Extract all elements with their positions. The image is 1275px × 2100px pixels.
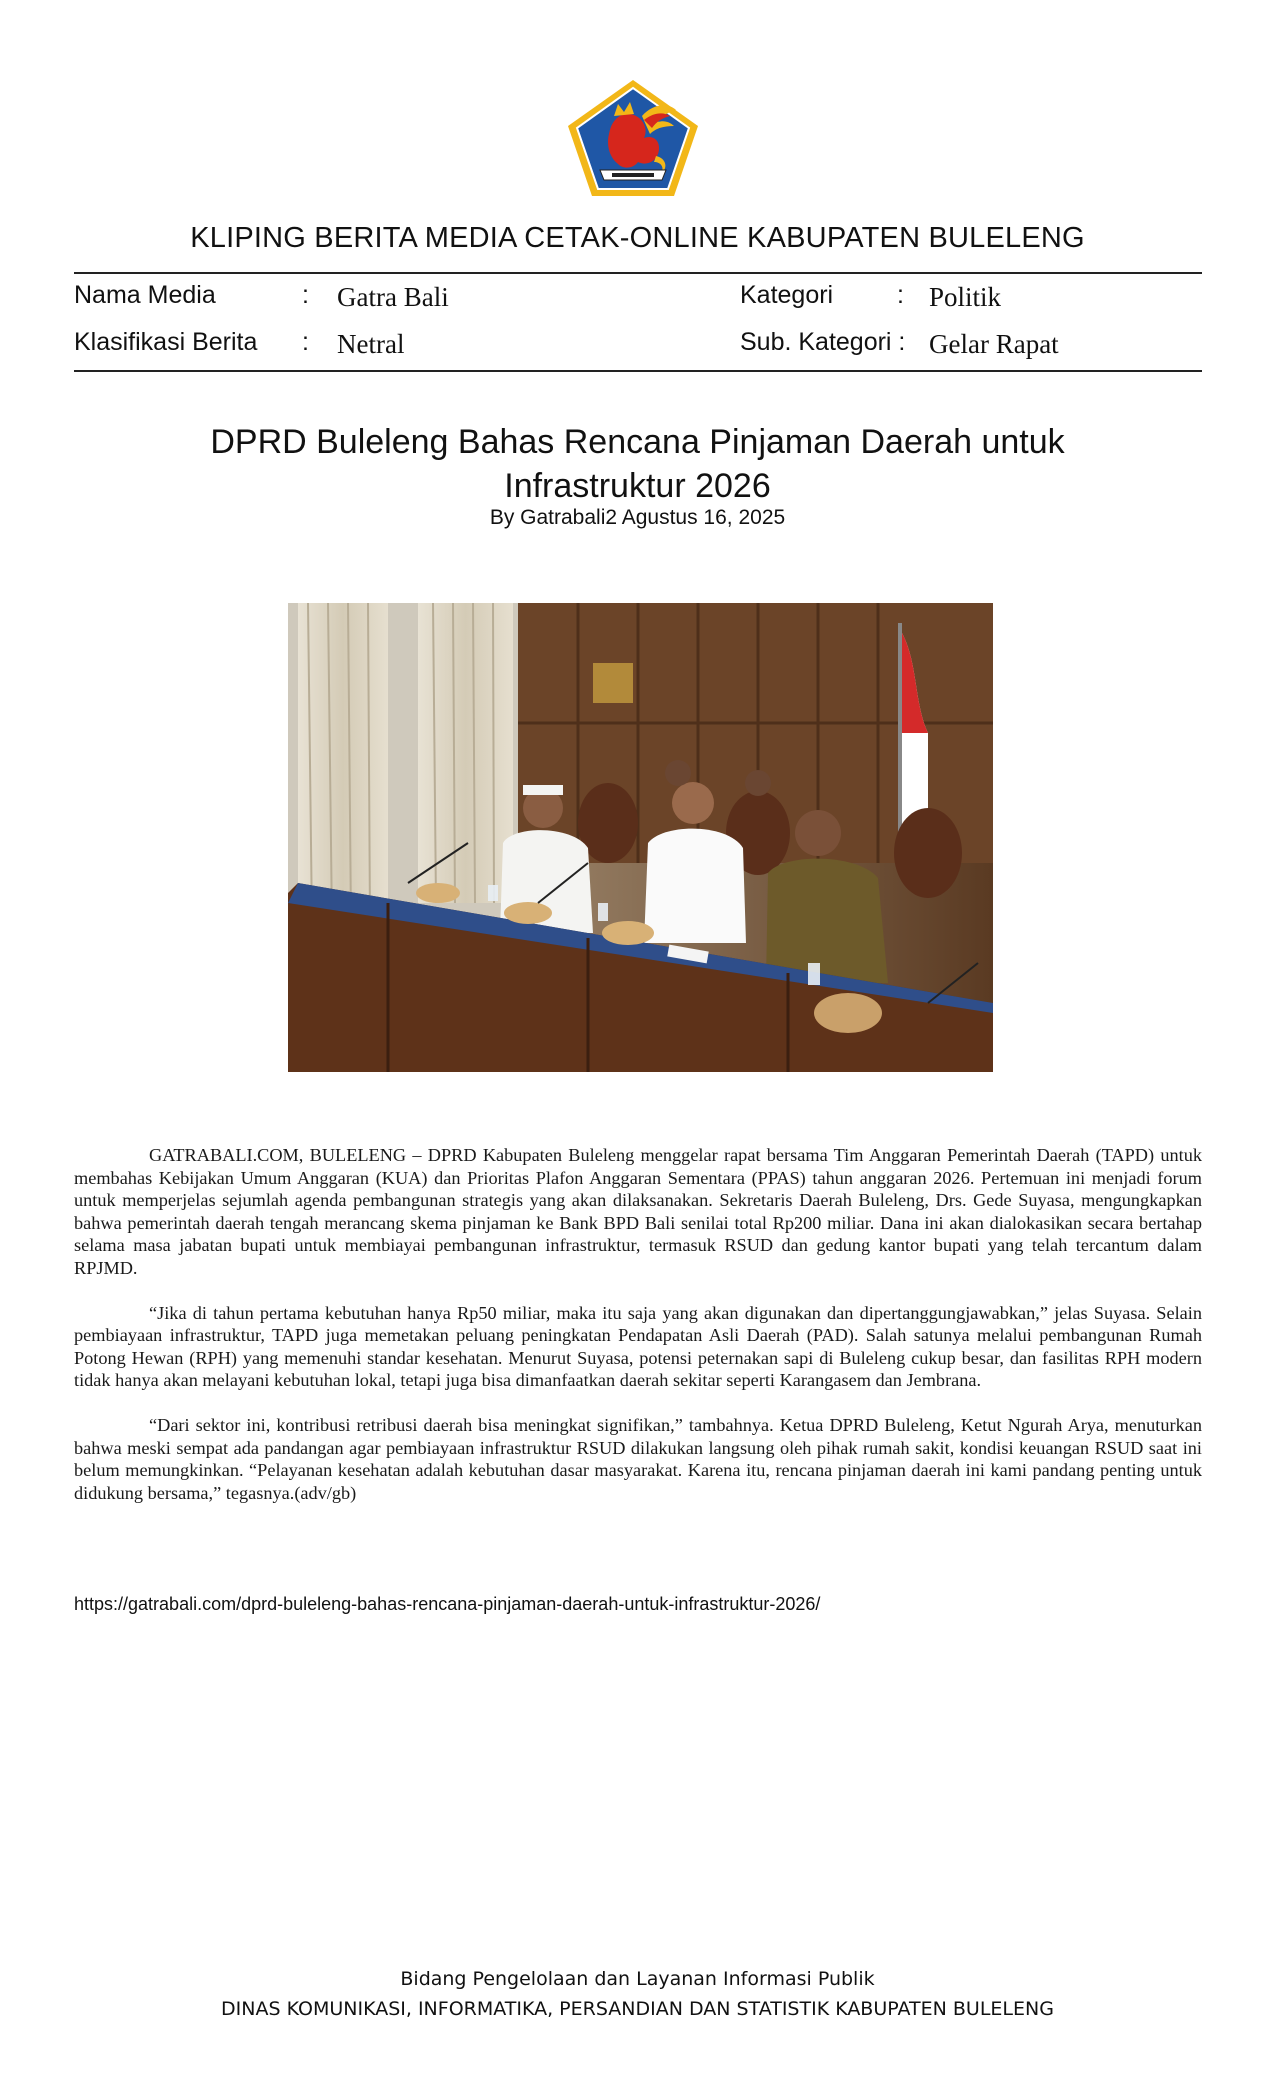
article-title-line-1: DPRD Buleleng Bahas Rencana Pinjaman Daerah untuk bbox=[210, 423, 1065, 461]
article-paragraph: GATRABALI.COM, BULELENG – DPRD Kabupaten Buleleng menggelar rapat bersama Tim Anggaran Pemerintah Daerah (TAPD) untuk membahas Kebijakan Umum Anggaran (KUA) dan Prioritas Plafon Anggaran Sementara (PPAS) tahun anggaran 2026. Pertemuan ini menjadi forum untuk memperjelas sejumlah agenda pembangunan strategis yang akan dilaksanakan. Sekretaris Daerah Buleleng, Drs. Gede Suyasa, mengungkapkan bahwa pemerintah daerah tengah merancang skema pinjaman ke Bank BPD Bali senilai total Rp200 miliar. Dana ini akan dialokasikan secara bertahap selama masa jabatan bupati untuk membiayai pembangunan infrastruktur, termasuk RSUD dan gedung kantor bupati yang telah tercantum dalam RPJMD. bbox=[74, 1145, 1202, 1278]
footer-agency: DINAS KOMUNIKASI, INFORMATIKA, PERSANDIAN DAN STATISTIK KABUPATEN BULELENG bbox=[221, 1998, 1054, 2020]
category-value: Politik bbox=[929, 282, 1002, 312]
header-bottom-rule bbox=[74, 370, 1202, 372]
header-top-rule bbox=[74, 272, 1202, 274]
article-title bbox=[150, 420, 1125, 508]
article-paragraph: “Dari sektor ini, kontribusi retribusi daerah bisa meningkat signifikan,” tambahnya. Ketua DPRD Buleleng, Ketut Ngurah Arya, menuturkan bahwa meski sempat ada pandangan agar pembiayaan infrastruktur RSUD dilakukan langsung oleh pihak rumah sakit, kondisi keuangan RSUD saat ini belum memungkinkan. “Pelayanan kesehatan adalah kebutuhan dasar masyarakat. Karena itu, rencana pinjaman daerah ini kami pandang penting untuk didukung bersama,” tegasnya.(adv/gb) bbox=[74, 1415, 1202, 1503]
footer-division: Bidang Pengelolaan dan Layanan Informasi Publik bbox=[400, 1968, 875, 1990]
article-paragraph: “Jika di tahun pertama kebutuhan hanya Rp50 miliar, maka itu saja yang akan digunakan dan dipertanggungjawabkan,” jelas Suyasa. Selain pembiayaan infrastruktur, TAPD juga memetakan peluang peningkatan Pendapatan Asli Daerah (PAD). Salah satunya melalui pembangunan Rumah Potong Hewan (RPH) yang memenuhi standar kesehatan. Menurut Suyasa, potensi peternakan sapi di Buleleng cukup besar, dan fasilitas RPH modern tidak hanya akan melayani kebutuhan lokal, tetapi juga bisa dimanfaatkan daerah sekitar seperti Karangasem dan Jembrana. bbox=[74, 1302, 1202, 1390]
media-name-label: Nama Media bbox=[74, 281, 216, 309]
article-title-line-2: Infrastruktur 2026 bbox=[504, 467, 771, 505]
classification-colon: : bbox=[302, 328, 309, 356]
meeting-photo bbox=[288, 603, 993, 1072]
article-body bbox=[74, 1144, 1202, 1527]
article-byline: By Gatrabali2 Agustus 16, 2025 bbox=[489, 506, 786, 529]
sub-category-label: Sub. Kategori : bbox=[740, 328, 906, 356]
classification-value: Netral bbox=[337, 329, 405, 359]
category-label: Kategori bbox=[740, 281, 834, 309]
classification-label: Klasifikasi Berita bbox=[74, 328, 258, 356]
buleleng-regency-logo bbox=[564, 76, 702, 200]
media-name-value: Gatra Bali bbox=[337, 282, 449, 312]
category-colon: : bbox=[897, 281, 904, 309]
clipping-header-title: KLIPING BERITA MEDIA CETAK-ONLINE KABUPATEN BULELENG bbox=[190, 222, 1085, 254]
source-link[interactable]: https://gatrabali.com/dprd-buleleng-bahas-rencana-pinjaman-daerah-untuk-infrastruktur-2026/ bbox=[74, 1594, 821, 1614]
sub-category-value: Gelar Rapat bbox=[929, 329, 1059, 359]
media-name-colon: : bbox=[302, 281, 309, 309]
